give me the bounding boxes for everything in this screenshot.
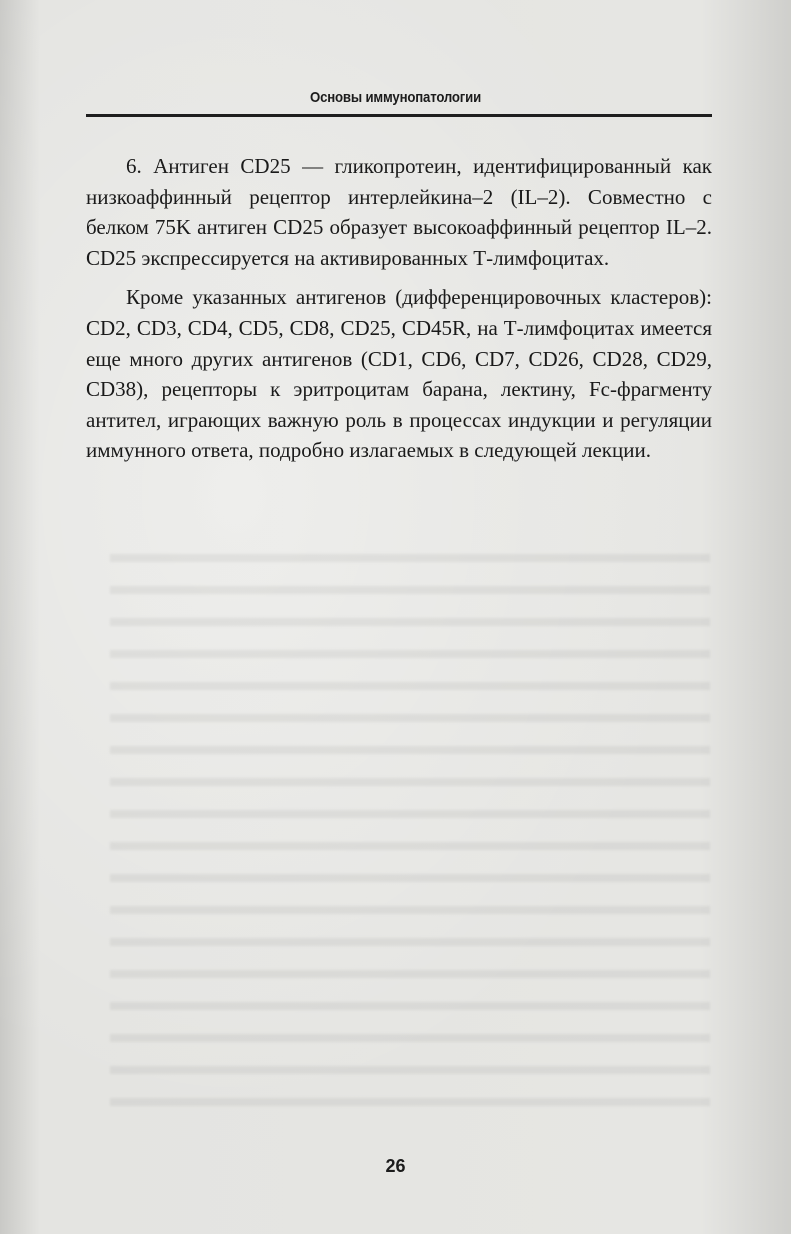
show-through-background bbox=[110, 540, 710, 1120]
paragraph-cd25: 6. Антиген CD25 — гликопротеин, идентифицированный как низкоаффинный рецептор интерлейкина–2 (IL–2). Совместно с белком 75K антиген CD25 образует высокоаффинный рецептор IL–2. CD25 экспрессируется на активированных Т-лимфоцитах. bbox=[86, 154, 712, 270]
running-header: Основы иммунопатологии bbox=[309, 89, 482, 106]
paragraph-other-antigens: Кроме указанных антигенов (дифференцировочных кластеров): CD2, CD3, CD4, CD5, CD8, CD25, CD45R, на Т-лимфоцитах имеется еще много других антигенов (CD1, CD6, CD7, CD26, CD28, CD29, CD38), рецепторы к эритроцитам барана, лектину, Fc-фрагменту антител, играющих важную роль в процессах индукции и регуляции иммунного ответа, подробно излагаемых в следующей лекции. bbox=[86, 285, 712, 463]
page-number: 26 bbox=[385, 1156, 406, 1176]
header-rule bbox=[86, 114, 712, 117]
body-text bbox=[86, 151, 712, 466]
